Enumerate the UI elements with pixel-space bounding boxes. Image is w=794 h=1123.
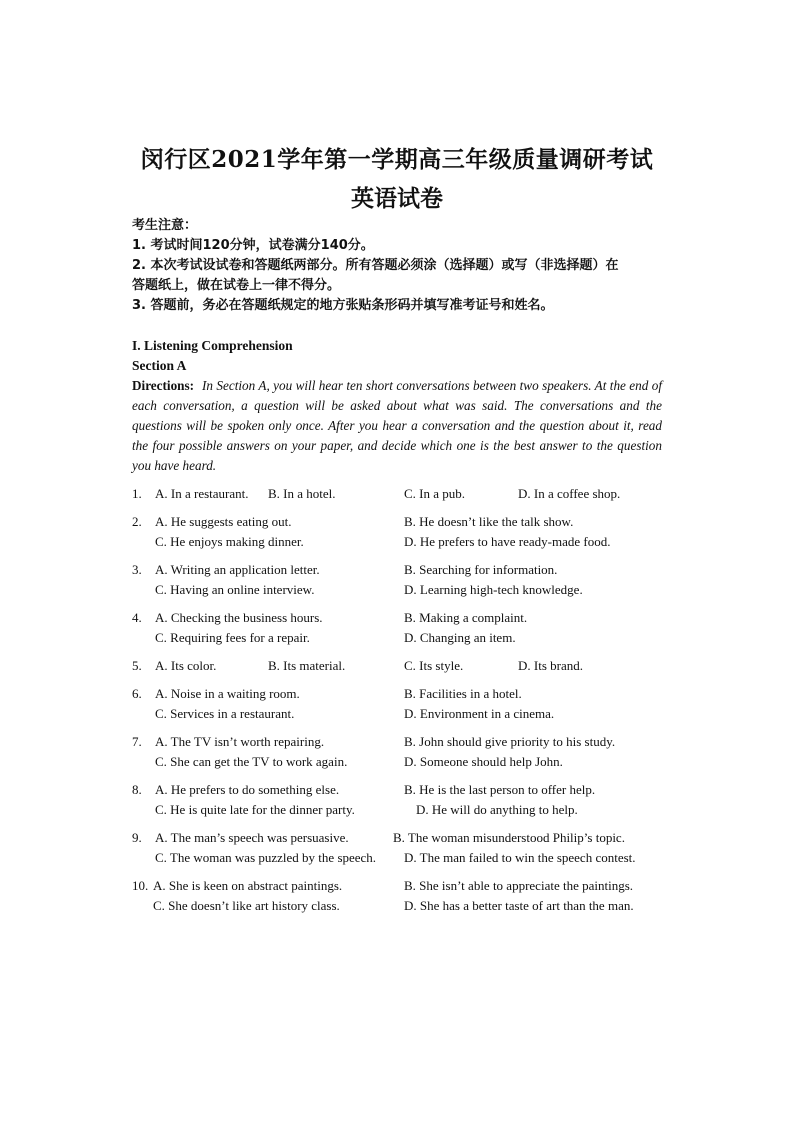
question-number: 6.: [132, 686, 142, 701]
option-b: B. Making a complaint.: [404, 610, 528, 625]
option-d: D. Someone should help John.: [404, 754, 563, 769]
option-d: D. She has a better taste of art than the man.: [404, 898, 634, 913]
option-b: B. John should give priority to his study.: [404, 734, 616, 749]
option-c: C. Services in a restaurant.: [155, 706, 295, 721]
notice-line: 1. 考试时间120分钟，试卷满分140分。: [132, 238, 374, 253]
option-d: D. In a coffee shop.: [518, 486, 621, 501]
option-b: B. He doesn’t like the talk show.: [404, 514, 574, 529]
notice-line: 答题纸上，做在试卷上一律不得分。: [132, 278, 341, 293]
notice-line: 3. 答题前，务必在答题纸规定的地方张贴条形码并填写准考证号和姓名。: [132, 298, 554, 313]
notice-heading: 考生注意：: [132, 218, 198, 233]
option-a: A. He suggests eating out.: [155, 514, 292, 529]
question-number: 4.: [132, 610, 142, 625]
option-d: D. Learning high-tech knowledge.: [404, 582, 583, 597]
directions: [132, 376, 662, 476]
option-b: B. The woman misunderstood Philip’s topic.: [393, 830, 625, 845]
option-d: D. Its brand.: [518, 658, 583, 673]
option-c: C. In a pub.: [404, 486, 466, 501]
candidate-notice: [132, 216, 662, 316]
notice-line: 2. 本次考试设试卷和答题纸两部分。所有答题必须涂（选择题）或写（非选择题）在: [132, 258, 619, 273]
option-a: A. In a restaurant.: [155, 486, 249, 501]
section-title: Section A: [132, 358, 187, 373]
exam-subtitle: 英语试卷: [351, 185, 443, 212]
option-d: D. The man failed to win the speech contest.: [404, 850, 636, 865]
exam-title: 闵行区2021学年第一学期高三年级质量调研考试: [140, 146, 654, 173]
question-number: 8.: [132, 782, 142, 797]
option-a: A. Noise in a waiting room.: [155, 686, 300, 701]
option-a: A. She is keen on abstract paintings.: [153, 878, 343, 893]
question-number: 9.: [132, 830, 142, 845]
directions-text: In Section A, you will hear ten short conversations between two speakers. At the end of each conversation, a question will be asked about what was said. The conversations and the questions will be spoken only once. After you hear a conversation and the question about it, read the four possible answers on your paper, and decide which one is the best answer to the question you have heard.: [132, 378, 662, 473]
option-a: A. Checking the business hours.: [155, 610, 323, 625]
question-number: 1.: [132, 486, 142, 501]
directions-label: Directions:: [132, 378, 195, 393]
option-c: C. Having an online interview.: [155, 582, 315, 597]
question-number: 2.: [132, 514, 142, 529]
part-title: I. Listening Comprehension: [132, 338, 293, 353]
option-b: B. Searching for information.: [404, 562, 558, 577]
option-d: D. He will do anything to help.: [416, 802, 578, 817]
option-c: C. She doesn’t like art history class.: [153, 898, 340, 913]
option-a: A. Writing an application letter.: [155, 562, 320, 577]
option-c: C. The woman was puzzled by the speech.: [155, 850, 377, 865]
option-c: C. Requiring fees for a repair.: [155, 630, 310, 645]
option-b: B. Its material.: [268, 658, 346, 673]
option-b: B. She isn’t able to appreciate the paintings.: [404, 878, 634, 893]
option-c: C. He is quite late for the dinner party.: [155, 802, 355, 817]
option-a: A. Its color.: [155, 658, 217, 673]
option-c: C. She can get the TV to work again.: [155, 754, 348, 769]
option-a: A. The TV isn’t worth repairing.: [155, 734, 325, 749]
option-c: C. Its style.: [404, 658, 464, 673]
question-number: 3.: [132, 562, 142, 577]
question-number: 10.: [132, 878, 149, 893]
option-b: B. He is the last person to offer help.: [404, 782, 596, 797]
option-d: D. Environment in a cinema.: [404, 706, 555, 721]
option-a: A. He prefers to do something else.: [155, 782, 340, 797]
option-d: D. He prefers to have ready-made food.: [404, 534, 611, 549]
option-c: C. He enjoys making dinner.: [155, 534, 304, 549]
option-b: B. Facilities in a hotel.: [404, 686, 522, 701]
question-number: 7.: [132, 734, 142, 749]
option-b: B. In a hotel.: [268, 486, 336, 501]
question-number: 5.: [132, 658, 142, 673]
option-a: A. The man’s speech was persuasive.: [155, 830, 349, 845]
option-d: D. Changing an item.: [404, 630, 516, 645]
